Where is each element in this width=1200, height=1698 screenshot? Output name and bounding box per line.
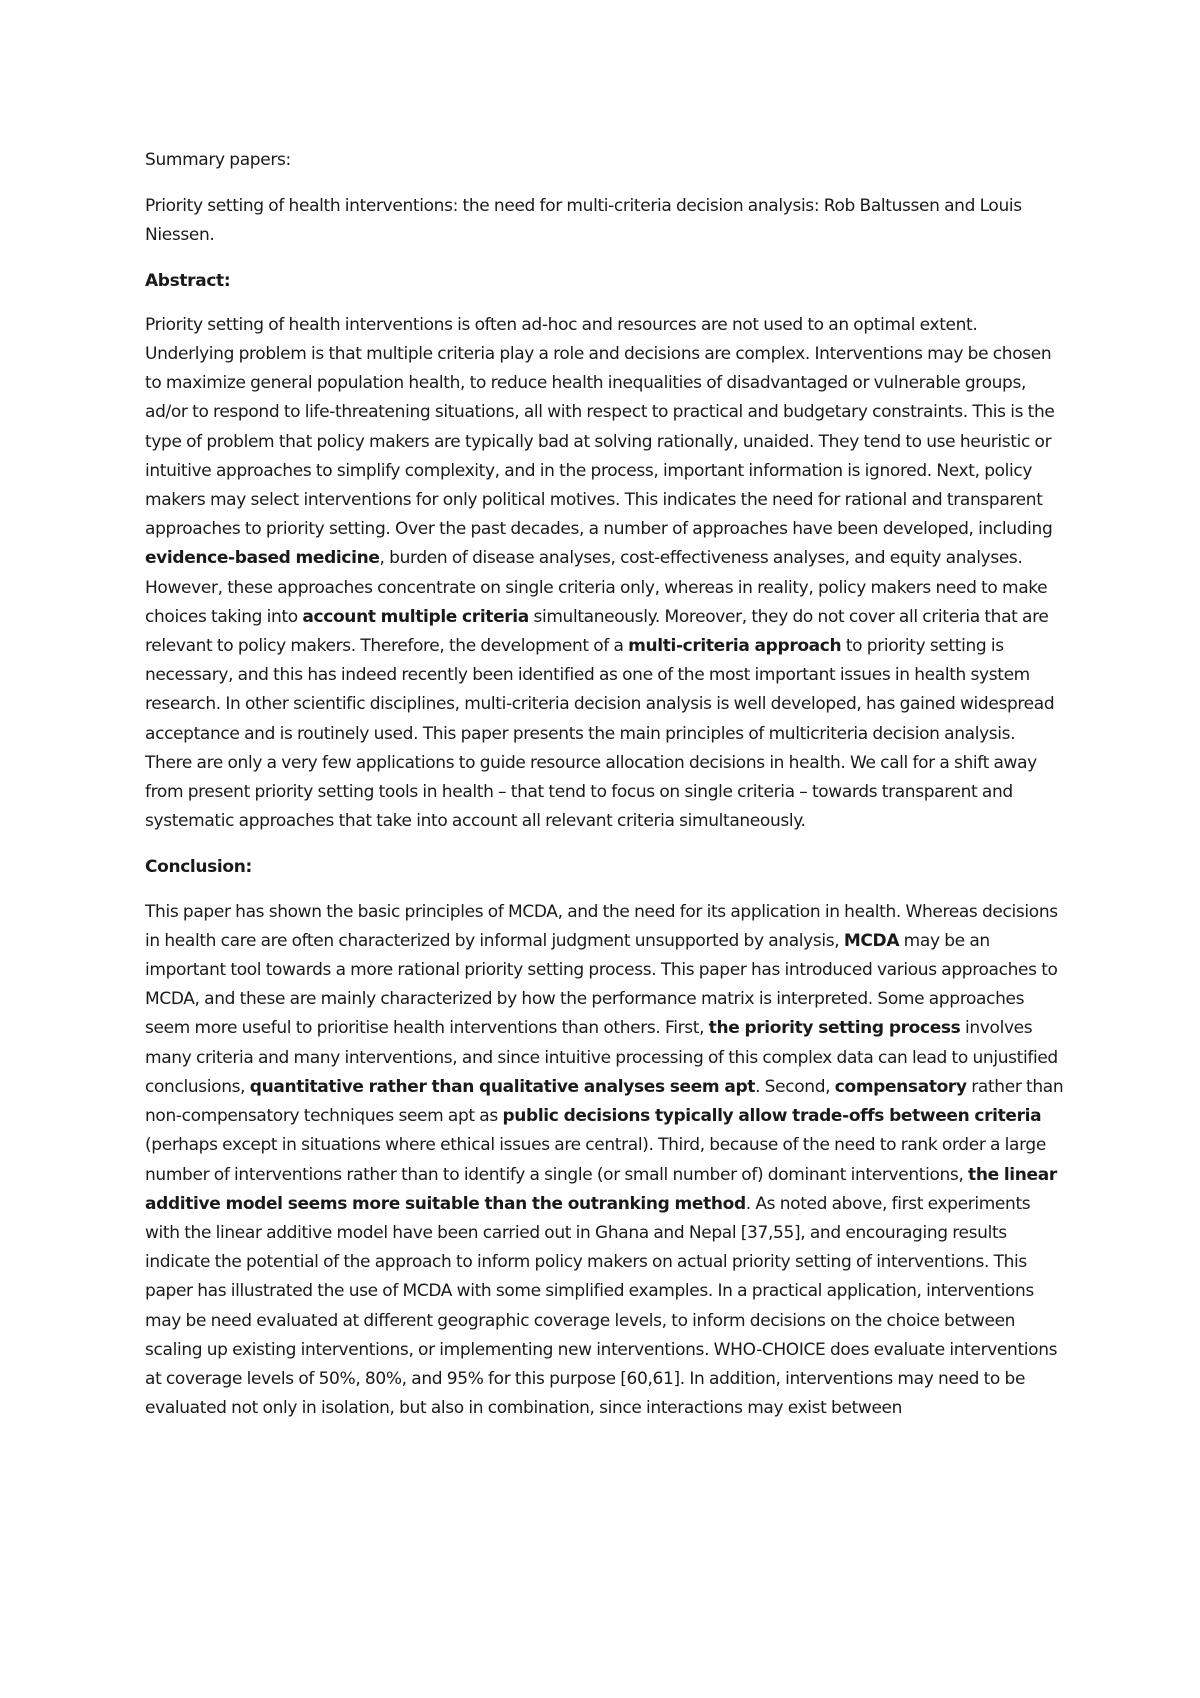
document-page [145,146,1065,1423]
abstract-paragraph [145,311,1065,837]
conclusion-text: rather than non-compensatory techniques seem apt as [145,1076,1064,1127]
abstract-emphasis: account multiple criteria [302,606,529,627]
conclusion-text: involves many criteria and many interventions, and since intuitive processing of this complex data can lead to unjustified conclusions, [145,1018,1058,1097]
abstract-text: simultaneously. Moreover, they do not cover all criteria that are relevant to policy makers. Therefore, the development of a [145,606,1049,657]
paper-title: Priority setting of health interventions: the need for multi-criteria decision analysis: Rob Baltussen and Louis Niessen. [145,196,1022,246]
abstract-emphasis: multi-criteria approach [628,636,842,657]
conclusion-emphasis: quantitative rather than qualitative analyses seem apt [249,1076,756,1097]
conclusion-heading: Conclusion: [145,857,252,878]
conclusion-text: . As noted above, first experiments with the linear additive model have been carried out in Ghana and Nepal [37,55], and encouraging results indicate the potential of the approach to inform policy makers on actual priority setting of interventions. This paper has illustrated the use of MCDA with some simplified examples. In a practical application, interventions may be need evaluated at different geographic coverage levels, to inform decisions on the choice between scaling up existing interventions, or implementing new interventions. WHO-CHOICE does evaluate interventions at coverage levels of 50%, 80%, and 95% for this purpose [60,61]. In addition, interventions may need to be evaluated not only in isolation, but also in combination, since interactions may exist between [145,1193,1058,1419]
conclusion-text: . Second, [755,1076,835,1097]
conclusion-emphasis: MCDA [843,930,900,951]
conclusion-emphasis: the priority setting process [708,1018,961,1039]
conclusion-emphasis: the linear additive model seems more suitable than the outranking method [145,1164,1057,1214]
conclusion-emphasis: public decisions typically allow trade-offs between criteria [502,1106,1042,1127]
conclusion-text: (perhaps except in situations where ethical issues are central). Third, because of the need to rank order a large number of interventions rather than to identify a single (or small number of) dominant interventions, [145,1135,1046,1185]
abstract-text: Priority setting of health interventions is often ad-hoc and resources are not used to an optimal extent. Underlying problem is that multiple criteria play a role and decisions are complex. Interventions may be chosen to maximize general population health, to reduce health inequalities of disadvantaged or vulnerable groups, ad/or to respond to life-threatening situations, all with respect to practical and budgetary constraints. This is the type of problem that policy makers are typically bad at solving rationally, unaided. They tend to use heuristic or intuitive approaches to simplify complexity, and in the process, important information is ignored. Next, policy makers may select interventions for only political motives. This indicates the need for rational and transparent approaches to priority setting. Over the past decades, a number of approaches have been developed, including [145,314,1055,540]
conclusion-paragraph [145,898,1065,1424]
abstract-text: to priority setting is necessary, and this has indeed recently been identified as one of the most important issues in health system research. In other scientific disciplines, multi-criteria decision analysis is well developed, has gained widespread acceptance and is routinely used. This paper presents the main principles of multicriteria decision analysis. There are only a very few applications to guide resource allocation decisions in health. We call for a shift away from present priority setting tools in health – that tend to focus on single criteria – towards transparent and systematic approaches that take into account all relevant criteria simultaneously. [145,636,1055,832]
conclusion-text: This paper has shown the basic principles of MCDA, and the need for its application in health. Whereas decisions in health care are often characterized by informal judgment unsupported by analysis, [145,901,1058,951]
abstract-heading: Abstract: [145,270,231,291]
conclusion-text: may be an important tool towards a more rational priority setting process. This paper has introduced various approaches to MCDA, and these are mainly characterized by how the performance matrix is interpreted. Some approaches seem more useful to prioritise health interventions than others. First, [145,930,1058,1039]
abstract-emphasis: evidence-based medicine [145,548,380,569]
summary-heading: Summary papers: [145,150,291,170]
conclusion-emphasis: compensatory [834,1076,967,1097]
abstract-text: , burden of disease analyses, cost-effectiveness analyses, and equity analyses. However, these approaches concentrate on single criteria only, whereas in reality, policy makers need to make choices taking into [145,548,1048,627]
